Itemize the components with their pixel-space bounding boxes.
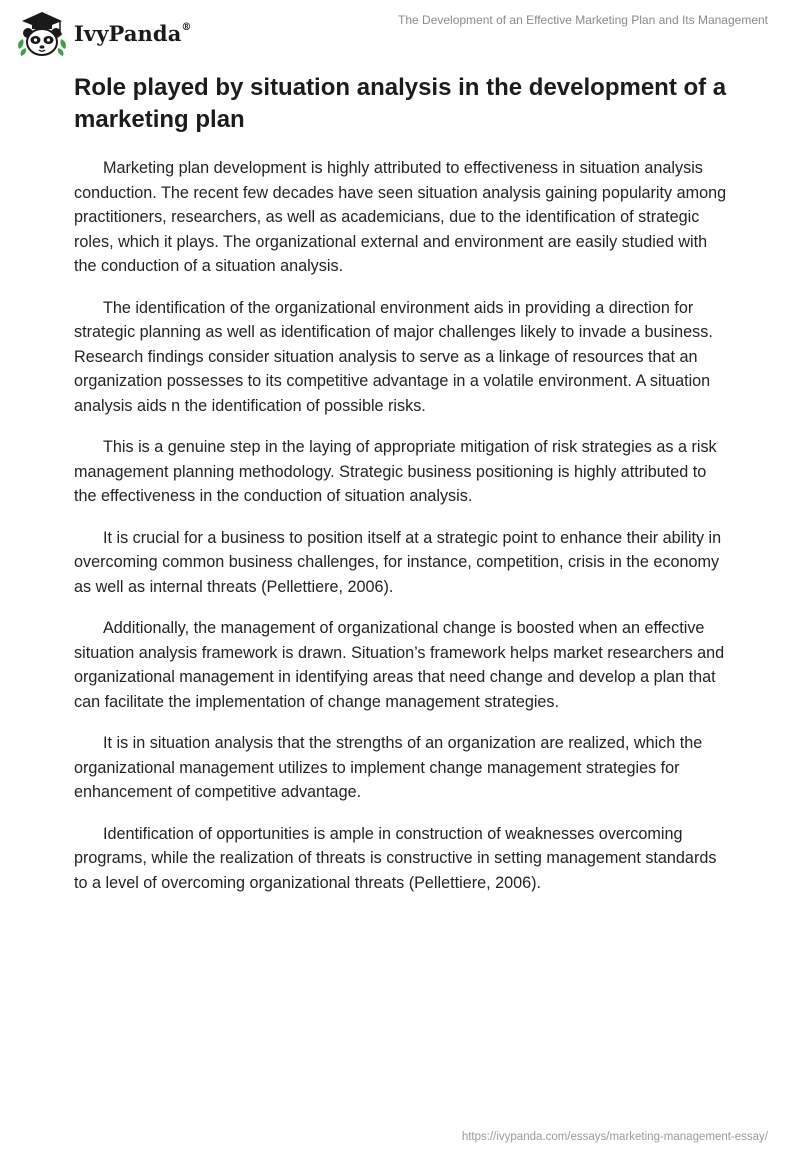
source-url-link[interactable]: https://ivypanda.com/essays/marketing-management-essay/ (461, 1131, 768, 1143)
paragraph: Additionally, the management of organizational change is boosted when an effective situation analysis framework is drawn. Situation’s framework helps market researchers and organizational management in identifying areas that need change and develop a plan that can facilitate the implementation of change management strategies. (74, 619, 725, 711)
article-content (74, 72, 730, 912)
paragraph: The identification of the organizational environment aids in providing a direction for strategic planning as well as identification of major challenges likely to invade a business. Research findings consider situation analysis to serve as a linkage of resources that an organization possesses to its competitive advantage in a volatile environment. A situation analysis aids n the identification of possible risks. (74, 298, 713, 415)
ivypanda-logo[interactable] (16, 9, 192, 61)
paragraph: This is a genuine step in the laying of appropriate mitigation of risk strategies as a risk management planning methodology. Strategic business positioning is highly attributed to the effectiveness in the conduction of situation analysis. (74, 438, 717, 505)
document-title: The Development of an Effective Marketing Plan and Its Management (398, 13, 768, 27)
brand-name: IvyPanda® (74, 20, 192, 46)
registered-mark: ® (181, 21, 192, 33)
section-heading: Role played by situation analysis in the development of a marketing plan (74, 74, 727, 133)
panda-logo-icon (16, 9, 68, 61)
paragraph: It is crucial for a business to position itself at a strategic point to enhance their ability in overcoming common business challenges, for instance, competition, crisis in the economy as well as internal threats (Pellettiere, 2006). (74, 528, 722, 596)
paragraph: Marketing plan development is highly attributed to effectiveness in situation analysis conduction. The recent few decades have seen situation analysis gaining popularity among practitioners, researchers, as well as academicians, due to the identification of strategic roles, which it plays. The organizational external and environment are easily studied with the conduction of a situation analysis. (74, 159, 727, 275)
paragraph: Identification of opportunities is ample in construction of weaknesses overcoming programs, while the realization of threats is constructive in setting management standards to a level of overcoming organizational threats (Pellettiere, 2006). (74, 824, 717, 892)
paragraph: It is in situation analysis that the strengths of an organization are realized, which the organizational management utilizes to implement change management strategies for enhancement of competitive advantage. (74, 734, 703, 801)
page-header (0, 0, 800, 64)
